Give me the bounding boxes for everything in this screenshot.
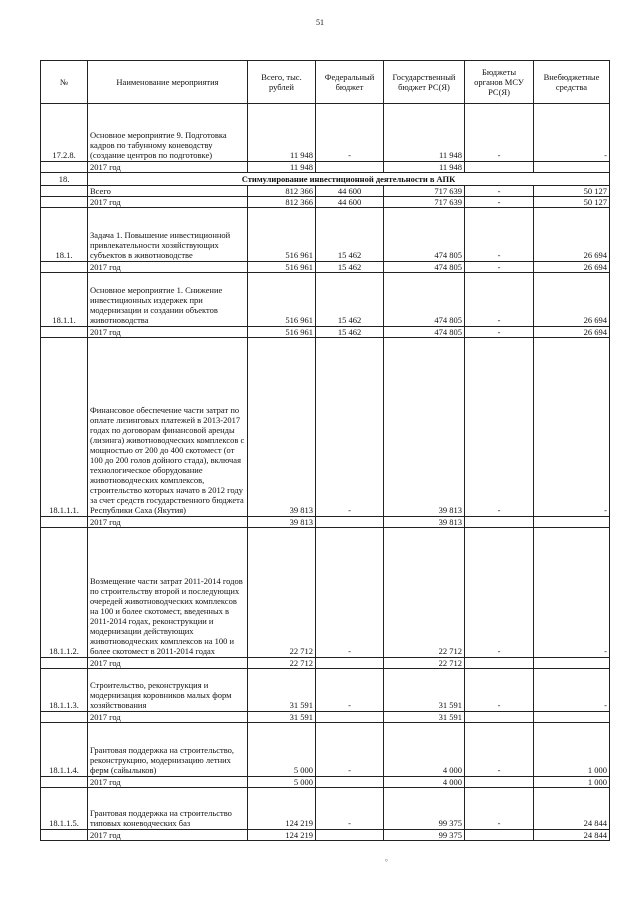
cell-total: 516 961: [248, 327, 316, 338]
cell-federal: [316, 658, 384, 669]
cell-state: 39 813: [384, 517, 465, 528]
header-total: Всего, тыс. рублей: [248, 61, 316, 104]
table-body: [41, 104, 610, 841]
row-name: Основное мероприятие 1. Снижение инвестиционных издержек при модернизации и создании объектов животноводства: [88, 273, 248, 327]
cell-state: 4 000: [384, 723, 465, 777]
cell-extra: 24 844: [534, 830, 610, 841]
year-row: [41, 262, 610, 273]
row-code: [41, 262, 88, 273]
cell-state: 474 805: [384, 273, 465, 327]
cell-state: 474 805: [384, 262, 465, 273]
row-name: Основное мероприятие 9. Подготовка кадров по табунному коневодству (создание центров по подготовке): [88, 104, 248, 162]
cell-federal: -: [316, 528, 384, 658]
footer-mark: °: [385, 858, 388, 866]
row-name: 2017 год: [88, 712, 248, 723]
cell-extra: 26 694: [534, 327, 610, 338]
row-code: 18.1.: [41, 208, 88, 262]
cell-municipal: -: [465, 197, 534, 208]
year-row: [41, 830, 610, 841]
cell-federal: 44 600: [316, 186, 384, 197]
cell-municipal: -: [465, 186, 534, 197]
cell-extra: -: [534, 669, 610, 712]
table-row: [41, 273, 610, 327]
cell-municipal: [465, 658, 534, 669]
cell-total: 516 961: [248, 262, 316, 273]
cell-total: 812 366: [248, 197, 316, 208]
cell-municipal: -: [465, 788, 534, 830]
cell-municipal: -: [465, 273, 534, 327]
cell-federal: 44 600: [316, 197, 384, 208]
cell-state: 39 813: [384, 338, 465, 517]
cell-federal: 15 462: [316, 262, 384, 273]
cell-state: 22 712: [384, 658, 465, 669]
cell-federal: [316, 712, 384, 723]
row-code: [41, 777, 88, 788]
cell-extra: [534, 658, 610, 669]
cell-state: 31 591: [384, 669, 465, 712]
row-name: 2017 год: [88, 162, 248, 173]
cell-municipal: [465, 162, 534, 173]
row-name: Возмещение части затрат 2011-2014 годов по строительству второй и последующих очередей животноводческих комплексов на 100 и более скотомест, введенных в 2011-2014 годах, реконструкции и модернизации действующих животноводческих комплексов на 100 и более скотомест в 2011-2014 годах: [88, 528, 248, 658]
cell-total: 39 813: [248, 517, 316, 528]
table-row: [41, 669, 610, 712]
cell-municipal: -: [465, 338, 534, 517]
year-row: [41, 197, 610, 208]
table-row: [41, 723, 610, 777]
table-row: [41, 104, 610, 162]
table-row: [41, 208, 610, 262]
cell-municipal: -: [465, 104, 534, 162]
row-code: [41, 197, 88, 208]
cell-extra: 1 000: [534, 777, 610, 788]
cell-total: 124 219: [248, 830, 316, 841]
row-code: [41, 712, 88, 723]
cell-state: 474 805: [384, 208, 465, 262]
cell-municipal: -: [465, 327, 534, 338]
cell-total: 31 591: [248, 669, 316, 712]
row-code: 18.1.1.3.: [41, 669, 88, 712]
cell-federal: [316, 517, 384, 528]
row-name: Финансовое обеспечение части затрат по оплате лизинговых платежей в 2013-2017 годах по договорам финансовой аренды (лизинга) животноводческих комплексов с мощностью от 200 до 400 скотомест (от 100 до 200 голов дойного стада), включая технологическое оборудование животноводческих комплексов, строительство которых начато в 2012 году за счет средств государственного бюджета Республики Саха (Якутия): [88, 338, 248, 517]
year-row: [41, 712, 610, 723]
cell-extra: [534, 162, 610, 173]
header-municipal: Бюджеты органов МСУ РС(Я): [465, 61, 534, 104]
cell-federal: -: [316, 788, 384, 830]
cell-federal: -: [316, 338, 384, 517]
header-num: №: [41, 61, 88, 104]
cell-federal: -: [316, 104, 384, 162]
cell-total: 516 961: [248, 273, 316, 327]
section-title: Стимулирование инвестиционной деятельности в АПК: [88, 173, 610, 186]
cell-municipal: [465, 712, 534, 723]
row-name: Строительство, реконструкция и модернизация коровников малых форм хозяйствования: [88, 669, 248, 712]
cell-state: 22 712: [384, 528, 465, 658]
row-code: 17.2.8.: [41, 104, 88, 162]
row-code: [41, 830, 88, 841]
year-row: [41, 186, 610, 197]
cell-total: 31 591: [248, 712, 316, 723]
cell-total: 11 948: [248, 104, 316, 162]
cell-extra: [534, 517, 610, 528]
row-code: 18.1.1.4.: [41, 723, 88, 777]
row-code: [41, 517, 88, 528]
row-name: Всего: [88, 186, 248, 197]
cell-extra: -: [534, 528, 610, 658]
cell-extra: 50 127: [534, 186, 610, 197]
row-code: [41, 186, 88, 197]
cell-state: 11 948: [384, 162, 465, 173]
cell-municipal: -: [465, 528, 534, 658]
row-code: [41, 162, 88, 173]
cell-federal: [316, 777, 384, 788]
year-row: [41, 658, 610, 669]
year-row: [41, 327, 610, 338]
cell-total: 5 000: [248, 723, 316, 777]
cell-municipal: [465, 777, 534, 788]
cell-extra: [534, 712, 610, 723]
cell-state: 99 375: [384, 830, 465, 841]
page-number: 51: [316, 18, 324, 27]
cell-state: 99 375: [384, 788, 465, 830]
cell-federal: [316, 162, 384, 173]
cell-municipal: -: [465, 669, 534, 712]
cell-state: 717 639: [384, 197, 465, 208]
header-state: Государственный бюджет РС(Я): [384, 61, 465, 104]
year-row: [41, 517, 610, 528]
row-code: [41, 658, 88, 669]
cell-extra: 26 694: [534, 208, 610, 262]
cell-extra: 26 694: [534, 273, 610, 327]
cell-extra: -: [534, 338, 610, 517]
cell-total: 812 366: [248, 186, 316, 197]
row-name: 2017 год: [88, 658, 248, 669]
year-row: [41, 777, 610, 788]
budget-table: [40, 60, 610, 841]
row-name: 2017 год: [88, 262, 248, 273]
row-name: 2017 год: [88, 197, 248, 208]
cell-total: 516 961: [248, 208, 316, 262]
cell-extra: 50 127: [534, 197, 610, 208]
row-code: 18.1.1.1.: [41, 338, 88, 517]
cell-total: 5 000: [248, 777, 316, 788]
cell-total: 22 712: [248, 528, 316, 658]
row-code: 18.1.1.2.: [41, 528, 88, 658]
row-name: Задача 1. Повышение инвестиционной привлекательности хозяйствующих субъектов в животноводстве: [88, 208, 248, 262]
row-code: 18.1.1.5.: [41, 788, 88, 830]
cell-state: 717 639: [384, 186, 465, 197]
cell-municipal: [465, 517, 534, 528]
cell-municipal: [465, 830, 534, 841]
cell-state: 11 948: [384, 104, 465, 162]
cell-federal: -: [316, 723, 384, 777]
year-row: [41, 162, 610, 173]
row-code: [41, 327, 88, 338]
cell-total: 22 712: [248, 658, 316, 669]
row-code: 18.1.1.: [41, 273, 88, 327]
cell-federal: -: [316, 669, 384, 712]
row-name: Грантовая поддержка на строительство, реконструкцию, модернизацию летних ферм (сайылыков): [88, 723, 248, 777]
row-name: Грантовая поддержка на строительство типовых коневодческих баз: [88, 788, 248, 830]
cell-state: 31 591: [384, 712, 465, 723]
table-header-row: [41, 61, 610, 104]
header-federal: Федеральный бюджет: [316, 61, 384, 104]
cell-federal: [316, 830, 384, 841]
section-row: [41, 173, 610, 186]
cell-total: 124 219: [248, 788, 316, 830]
cell-extra: 26 694: [534, 262, 610, 273]
row-name: 2017 год: [88, 517, 248, 528]
cell-federal: 15 462: [316, 327, 384, 338]
cell-municipal: -: [465, 208, 534, 262]
cell-total: 11 948: [248, 162, 316, 173]
cell-federal: 15 462: [316, 273, 384, 327]
table-row: [41, 788, 610, 830]
cell-total: 39 813: [248, 338, 316, 517]
row-name: 2017 год: [88, 830, 248, 841]
cell-municipal: -: [465, 723, 534, 777]
cell-state: 4 000: [384, 777, 465, 788]
table-row: [41, 338, 610, 517]
cell-extra: 24 844: [534, 788, 610, 830]
cell-extra: -: [534, 104, 610, 162]
table-row: [41, 528, 610, 658]
cell-municipal: -: [465, 262, 534, 273]
row-name: 2017 год: [88, 777, 248, 788]
header-extra: Внебюджетные средства: [534, 61, 610, 104]
header-name: Наименование мероприятия: [88, 61, 248, 104]
cell-state: 474 805: [384, 327, 465, 338]
cell-extra: 1 000: [534, 723, 610, 777]
cell-federal: 15 462: [316, 208, 384, 262]
row-name: 2017 год: [88, 327, 248, 338]
section-code: 18.: [41, 173, 88, 186]
